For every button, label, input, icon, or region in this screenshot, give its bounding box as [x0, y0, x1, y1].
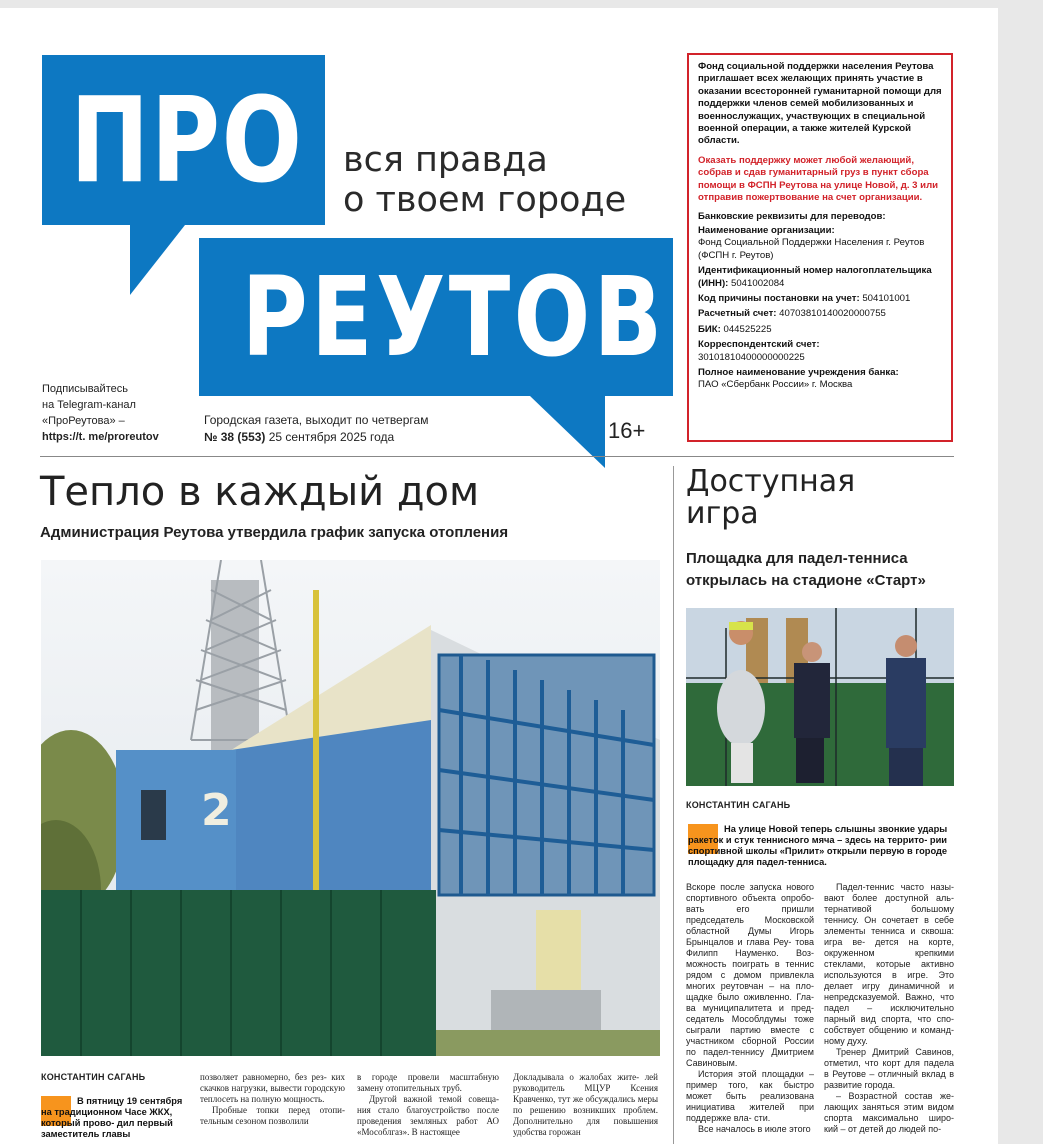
- age-rating: 16+: [608, 418, 646, 443]
- article-2-column-2: [824, 882, 954, 1135]
- inn-label: Идентификационный номер налогоплательщика (ИНН):: [698, 265, 932, 289]
- gazette-description: Городская газета, выходит по четвергам: [204, 413, 429, 427]
- bank-details-title: Банковские реквизиты для переводов:: [698, 211, 886, 223]
- article-1-column-3: [357, 1072, 499, 1138]
- article-1-title[interactable]: Тепло в каждый дом: [40, 469, 480, 515]
- paragraph: История этой площадки – пример того, как быстро может быть реализована инициатива жителей при поддержке вла- сти.: [686, 1069, 814, 1123]
- article-1-author: КОНСТАНТИН САГАНЬ: [41, 1072, 146, 1082]
- telegram-subscribe: [42, 381, 192, 445]
- tagline-line-2: о твоем городе: [343, 180, 627, 220]
- padel-court-photo: [686, 608, 954, 786]
- bik-value: 044525225: [723, 323, 772, 335]
- article-1-column-2: [200, 1072, 345, 1127]
- article-2-title[interactable]: [686, 466, 946, 530]
- boiler-house-photo: [41, 560, 660, 1056]
- kpp-value: 504101001: [862, 292, 911, 304]
- infobox-intro: Фонд социальной поддержки населения Реутова приглашает всех желающих принять участие в оказании всесторонней гуманитарной помощи для поддержки членов семей мобилизованных и военнослужащих, участвующих в специальной военной операции, а также жителей Курской области.: [698, 61, 942, 147]
- issue-date: 25 сентября 2025 года: [268, 430, 395, 444]
- paragraph: позволяет равномерно, без рез- ких скачков нагрузки, вывести городскую теплосеть на полную мощность.: [200, 1072, 345, 1104]
- account-value: 40703810140020000755: [779, 308, 886, 320]
- bank-name-label: Полное наименование учреждения банка:: [698, 366, 899, 378]
- article-2-lead: На улице Новой теперь слышны звонкие удары ракеток и стук теннисного мяча – здесь на террито- рии спортивной школы «Прилит» открыли первую в городе площадку для падел-тенниса.: [688, 824, 948, 867]
- article-2-title-line: Доступная: [686, 464, 856, 499]
- paragraph: в городе провели масштабную замену отопительных труб.: [357, 1072, 499, 1093]
- article-1-lead: В пятницу 19 сентября на традиционном Часе ЖКХ, который прово- дил первый заместитель главы: [41, 1096, 183, 1139]
- padel-court-illustration: [686, 608, 954, 786]
- subscribe-line: «ПроРеутова» –: [42, 415, 125, 427]
- article-2-author: КОНСТАНТИН САГАНЬ: [686, 800, 791, 810]
- account-label: Расчетный счет:: [698, 308, 777, 320]
- paragraph: – Возрастной состав же- лающих заняться этим видом спорта максимально широ- кий – от детей до людей по-: [824, 1091, 954, 1134]
- column-divider: [673, 466, 674, 1144]
- issue-number: № 38 (553): [204, 430, 266, 444]
- org-label: Наименование организации:: [698, 224, 835, 236]
- donation-info-box: [687, 53, 953, 442]
- logo-reutov: РЕУТОВ: [241, 253, 666, 381]
- subscribe-line: на Telegram-канал: [42, 399, 136, 411]
- kpp-label: Код причины постановки на учет:: [698, 292, 860, 304]
- logo-pro: ПРО: [70, 71, 304, 209]
- article-1-column-4: [513, 1072, 658, 1138]
- bank-name-value: ПАО «Сбербанк России» г. Москва: [698, 379, 853, 391]
- building-number: 2: [201, 785, 232, 836]
- horizontal-divider: [40, 456, 954, 457]
- subscribe-line: Подписывайтесь: [42, 383, 128, 395]
- tagline: [343, 140, 663, 220]
- newspaper-page: [0, 8, 998, 1144]
- article-1-subtitle: Администрация Реутова утвердила график запуска отопления: [40, 524, 509, 541]
- paragraph: Докладывала о жалобах жите- лей руководитель МЦУР Ксения Кравченко, тут же обсуждались меры по решению возникших проблем. Дополнительно для повышения удобства горожан: [513, 1072, 658, 1137]
- article-2-subtitle: Площадка для падел-тенниса открылась на стадионе «Старт»: [686, 550, 926, 589]
- paragraph: Пробные топки перед отопи- тельным сезоном позволили: [200, 1105, 345, 1126]
- pro-logo-tail: [130, 225, 185, 295]
- org-value: Фонд Социальной Поддержки Населения г. Реутов (ФСПН г. Реутов): [698, 237, 925, 261]
- corr-account-label: Корреспондентский счет:: [698, 339, 820, 351]
- paragraph: Вскоре после запуска нового спортивного объекта опробо- вать его пришли председатель Московской областной Думы Игорь Брынцалов и глава Реу- това Филипп Науменко. Воз- можность поиграть в теннис рядом с домом привлекла многих реутовчан – на пло- щадке было оживленно. Гла- ва муниципалитета и пред- седатель Мособлдумы тоже сыграли партию вместе с участником сборной России по падел-теннису Дмитрием Савиновым.: [686, 882, 814, 1068]
- bik-label: БИК:: [698, 323, 721, 335]
- paragraph: Падел-теннис часто назы- вают более доступной аль- тернативой большому теннису. Он сочетает в себе элементы тенниса и сквоша: игра ве- дется на корте, окруженном крепкими стеклами, которые активно используются в игре. Это делает игру динамичной и непредсказуемой. Важно, что падел – исключительно парный вид спорта, что спо- собствует общению и команд- ному духу.: [824, 882, 954, 1046]
- tagline-line-1: вся правда: [343, 140, 548, 180]
- paragraph: Все началось в июле этого: [698, 1124, 811, 1134]
- article-2-column-1: [686, 882, 814, 1135]
- inn-value: 5041002084: [731, 277, 785, 289]
- issue-meta: [204, 412, 584, 446]
- article-2-title-line: игра: [686, 496, 759, 531]
- paragraph: Другой важной темой совеща- ния стало благоустройство после проведения земляных работ АО «Мособлгаз». В настоящее: [357, 1094, 499, 1137]
- infobox-call-to-action: Оказать поддержку может любой желающий, собрав и сдав гуманитарный груз в пункт сбора помощи в ФСПН Реутова на улице Новой, д. 3 или отправив пожертвование на счет организации.: [698, 154, 939, 204]
- corr-account-value: 30101810400000000225: [698, 351, 805, 363]
- paragraph: Тренер Дмитрий Савинов, отметил, что корт для падела в Реутове – отличный вклад в развитие города.: [824, 1047, 954, 1090]
- telegram-link[interactable]: https://t. me/proreutov: [42, 431, 159, 443]
- boiler-house-illustration: [41, 560, 660, 1056]
